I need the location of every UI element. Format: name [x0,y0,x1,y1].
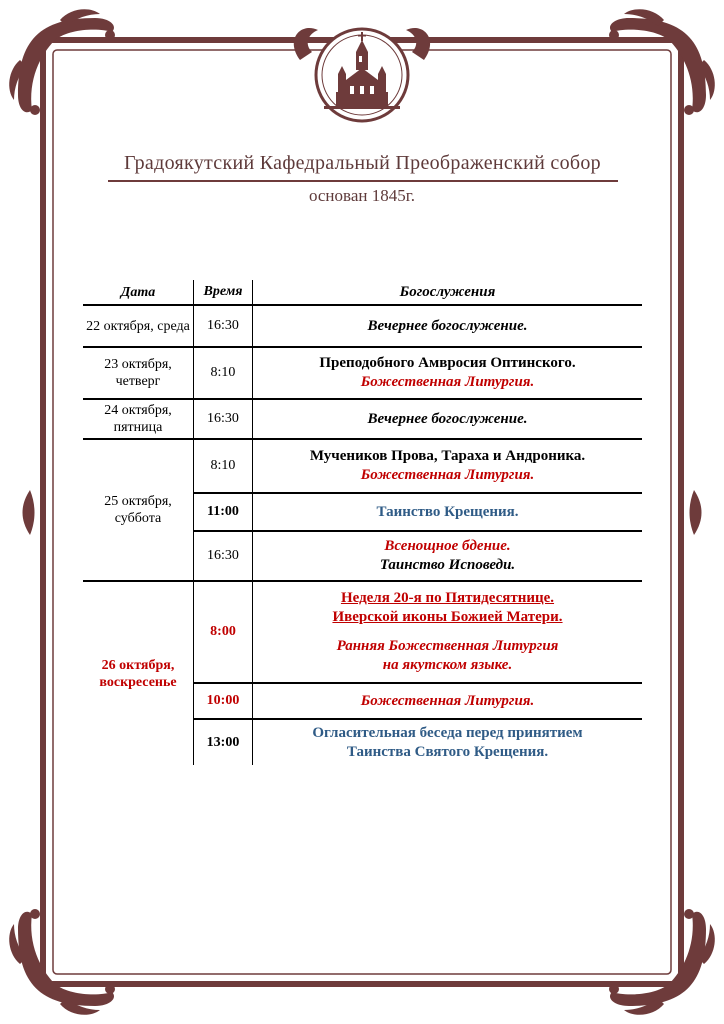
liturgy-label: Божественная Литургия. [360,467,535,483]
service-cell [253,347,643,399]
liturgy-label: Божественная Литургия. [360,374,535,390]
feast-name: Мучеников Прова, Тараха и Андроника. [309,448,586,464]
time-cell: 8:10 [194,347,253,399]
time-cell: 8:00 [194,581,253,683]
service-cell [253,581,643,683]
service-cell: Вечернее богослужение. [253,399,643,439]
date-cell: 24 октября, пятница [83,399,194,439]
service-cell [253,439,643,493]
date-cell: 25 октября, суббота [83,439,194,581]
date-cell: 22 октября, среда [83,305,194,347]
service-cell [253,719,643,765]
header-time: Время [194,280,253,305]
header-date: Дата [83,280,194,305]
date-cell: 26 октября, воскресенье [99,657,177,690]
early-liturgy-label: Ранняя Божественная Литургия [336,638,559,654]
time-cell: 16:30 [194,305,253,347]
catechesis-label: Огласительная беседа перед принятием [312,724,583,741]
time-cell: 8:10 [194,439,253,493]
founded-subtitle: основан 1845г. [308,186,416,205]
date-cell: 23 октября, четверг [83,347,194,399]
table-row [83,581,642,683]
time-cell: 16:30 [194,531,253,581]
table-row [83,305,642,347]
service-cell: Божественная Литургия. [253,683,643,719]
cathedral-title: Градоякутский Кафедральный Преображенский собор [124,152,601,174]
schedule-table [83,280,642,765]
header-service: Богослужения [253,280,643,305]
table-row [83,399,642,439]
vigil-label: Всенощное бдение. [384,538,511,554]
service-cell [253,531,643,581]
table-header-row [83,280,642,305]
service-cell: Вечернее богослужение. [253,305,643,347]
baptism-label: Таинства Святого Крещения. [346,743,549,760]
time-cell: 16:30 [194,399,253,439]
title-underline [108,180,618,182]
feast-name: Преподобного Амвросия Оптинского. [319,355,576,371]
table-row [83,439,642,493]
table-row [83,347,642,399]
time-cell: 13:00 [194,719,253,765]
confession-label: Таинство Исповеди. [379,557,516,573]
sunday-name: Неделя 20-я по Пятидесятнице. [340,590,555,606]
icon-feast-name: Иверской иконы Божией Матери. [332,609,563,625]
time-cell: 10:00 [194,683,253,719]
service-cell: Таинство Крещения. [253,493,643,531]
time-cell: 11:00 [194,493,253,531]
language-label: на якутском языке. [382,657,513,673]
